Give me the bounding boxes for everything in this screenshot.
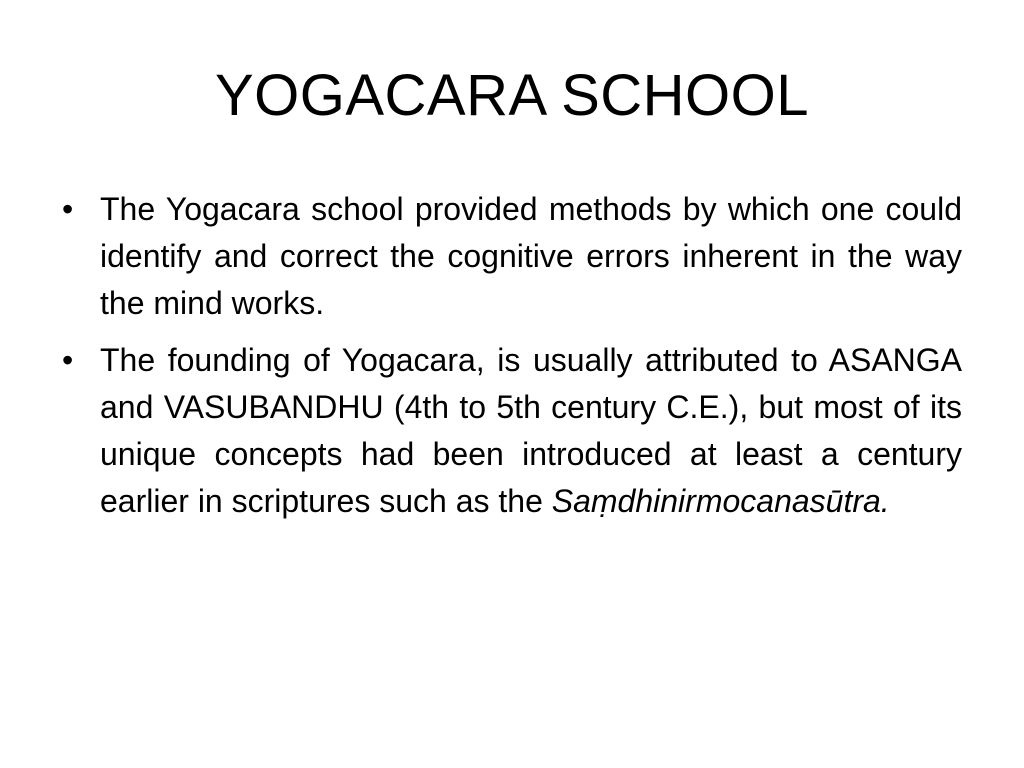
bullet-item-1 — [56, 186, 962, 327]
bullet-text: The Yogacara school provided methods by which one could identify and correct the cognitive errors inherent in the way the mind works. — [100, 191, 962, 321]
bullet-item-2 — [56, 337, 962, 525]
bullet-icon: • — [62, 342, 74, 378]
bullet-text: The founding of Yogacara, is usually attributed to ASANGA and VASUBANDHU (4th to 5th century C.E.), but most of its unique concepts had been introduced at least a century earlier in scriptures such as the — [100, 342, 962, 519]
bullet-icon: • — [62, 191, 74, 227]
slide-title: YOGACARA SCHOOL — [214, 63, 810, 128]
scripture-title: Saṃdhinirmocanasūtra. — [551, 483, 890, 519]
bullet-list — [56, 186, 962, 535]
